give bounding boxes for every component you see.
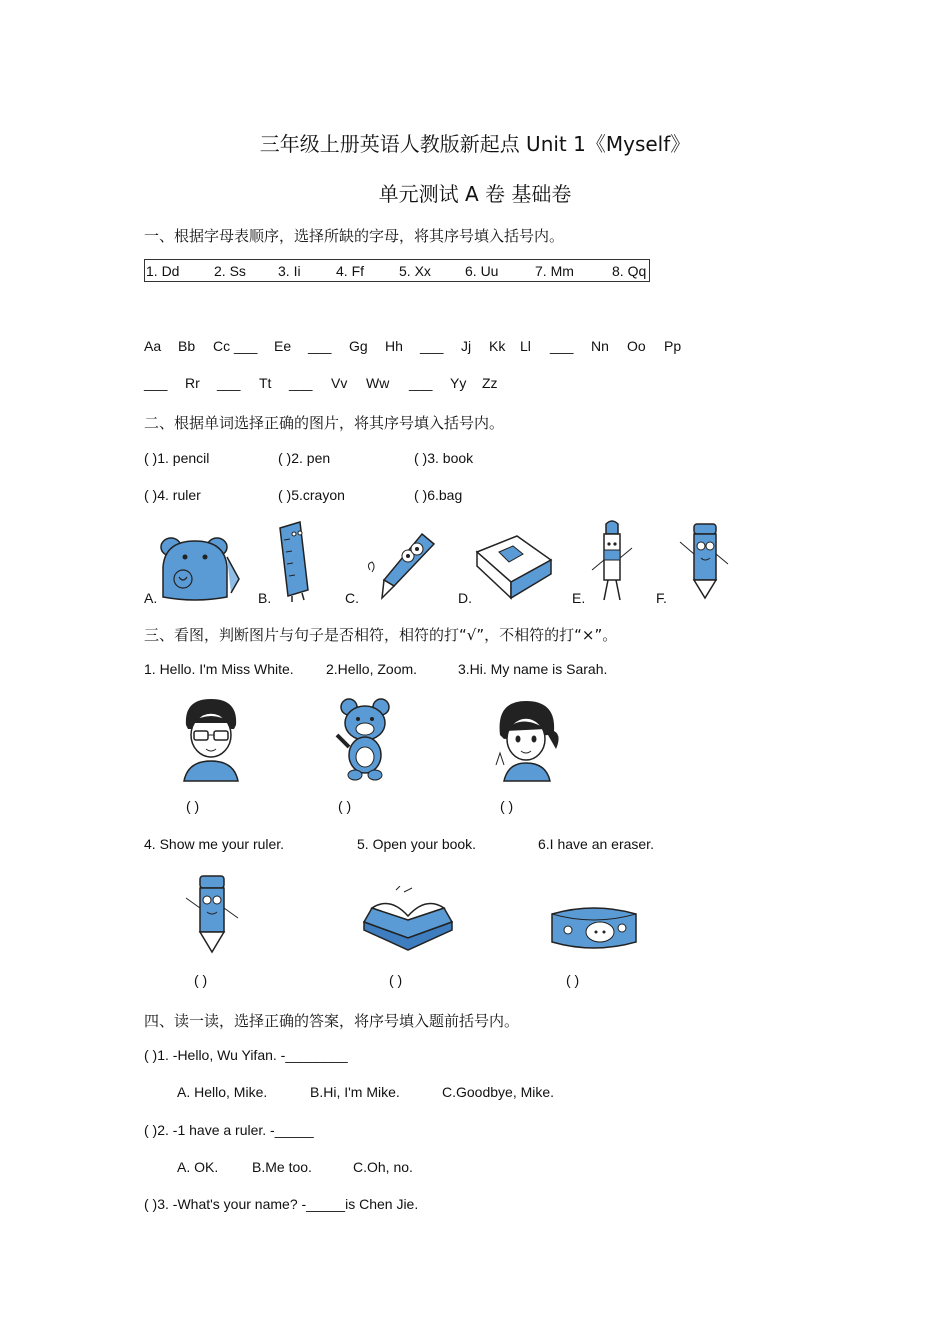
letter-item: Aa: [144, 338, 162, 354]
pencil-icon: [180, 872, 246, 956]
option-7: 7. Mm: [535, 263, 574, 279]
question-item: ( )5.crayon: [278, 487, 345, 503]
letter-item: Pp: [664, 338, 682, 354]
blank: ___: [144, 375, 168, 391]
blank: ___: [550, 338, 574, 354]
question-2: ( )2. -1 have a ruler. -_____: [144, 1122, 314, 1138]
sentence: 3.Hi. My name is Sarah.: [458, 661, 608, 677]
question-1: ( )1. -Hello, Wu Yifan. -________: [144, 1047, 348, 1063]
option-8: 8. Qq: [612, 263, 647, 279]
blank: ___: [289, 375, 313, 391]
letter-item: Bb: [178, 338, 196, 354]
picture-label: A.: [144, 590, 158, 606]
pen-icon: [364, 530, 440, 602]
blank: ___: [409, 375, 433, 391]
answer-bracket[interactable]: ( ): [389, 972, 403, 988]
letter-item: Tt: [259, 375, 272, 391]
bag-icon: [155, 527, 245, 603]
picture-label: E.: [572, 590, 586, 606]
answer-bracket[interactable]: ( ): [500, 798, 514, 814]
option-1: 1. Dd: [146, 263, 180, 279]
sentence: 4. Show me your ruler.: [144, 836, 285, 852]
book-icon: [360, 886, 456, 956]
choice: A. Hello, Mike.: [177, 1084, 268, 1100]
section4-heading: 四、读一读，选择正确的答案，将序号填入题前括号内。: [144, 1012, 520, 1030]
letter-item: Yy: [450, 375, 467, 391]
letter-item: Ee: [274, 338, 292, 354]
letter-item: Vv: [331, 375, 348, 391]
letter-item: Oo: [627, 338, 646, 354]
choice: A. OK.: [177, 1159, 219, 1175]
answer-bracket[interactable]: ( ): [338, 798, 352, 814]
option-4: 4. Ff: [336, 263, 365, 279]
blank: ___: [217, 375, 241, 391]
sentence: 1. Hello. I'm Miss White.: [144, 661, 294, 677]
choice: C.Goodbye, Mike.: [442, 1084, 555, 1100]
answer-bracket[interactable]: ( ): [194, 972, 208, 988]
answer-bracket[interactable]: ( ): [186, 798, 200, 814]
girl-sarah-icon: [490, 695, 568, 783]
letter-item: Ww: [366, 375, 390, 391]
pencil-case-icon: [548, 902, 640, 954]
sentence: 5. Open your book.: [357, 836, 477, 852]
option-5: 5. Xx: [399, 263, 431, 279]
zoom-bear-icon: [333, 695, 399, 783]
picture-label: B.: [258, 590, 272, 606]
letter-item: Rr: [185, 375, 200, 391]
page-subtitle: 单元测试 A 卷 基础卷: [378, 182, 572, 206]
letter-item: Gg: [349, 338, 368, 354]
teacher-boy-icon: [180, 695, 242, 783]
choice: C.Oh, no.: [353, 1159, 413, 1175]
picture-label: D.: [458, 590, 472, 606]
letter-item: Zz: [482, 375, 498, 391]
option-3: 3. Ii: [278, 263, 301, 279]
ruler-icon: [274, 520, 314, 602]
answer-bracket[interactable]: ( ): [566, 972, 580, 988]
picture-label: F.: [656, 590, 667, 606]
letter-item: Kk: [489, 338, 506, 354]
page-title: 三年级上册英语人教版新起点 Unit 1《Myself》: [259, 132, 691, 156]
section1-heading: 一、根据字母表顺序，选择所缺的字母，将其序号填入括号内。: [144, 227, 565, 245]
letter-item: Hh: [385, 338, 403, 354]
question-item: ( )6.bag: [414, 487, 463, 503]
question-item: ( )2. pen: [278, 450, 331, 466]
choice: B.Me too.: [252, 1159, 312, 1175]
question-3: ( )3. -What's your name? -_____is Chen Jie.: [144, 1196, 419, 1212]
choice: B.Hi, I'm Mike.: [310, 1084, 400, 1100]
section3-heading: 三、看图，判断图片与句子是否相符，相符的打“√”，不相符的打“×”。: [144, 626, 618, 644]
option-6: 6. Uu: [465, 263, 499, 279]
question-item: ( )4. ruler: [144, 487, 201, 503]
sentence: 6.I have an eraser.: [538, 836, 654, 852]
sentence: 2.Hello, Zoom.: [326, 661, 418, 677]
blank: ___: [420, 338, 444, 354]
section2-heading: 二、根据单词选择正确的图片，将其序号填入括号内。: [144, 414, 505, 432]
book-icon: [473, 530, 555, 602]
pencil-icon: [674, 520, 734, 602]
letter-item: Cc ___: [213, 338, 258, 354]
option-2: 2. Ss: [214, 263, 246, 279]
letter-item: Ll: [520, 338, 531, 354]
crayon-icon: [588, 520, 636, 606]
question-item: ( )1. pencil: [144, 450, 210, 466]
letter-item: Jj: [461, 338, 472, 354]
letter-item: Nn: [591, 338, 609, 354]
blank: ___: [308, 338, 332, 354]
picture-label: C.: [345, 590, 359, 606]
question-item: ( )3. book: [414, 450, 474, 466]
